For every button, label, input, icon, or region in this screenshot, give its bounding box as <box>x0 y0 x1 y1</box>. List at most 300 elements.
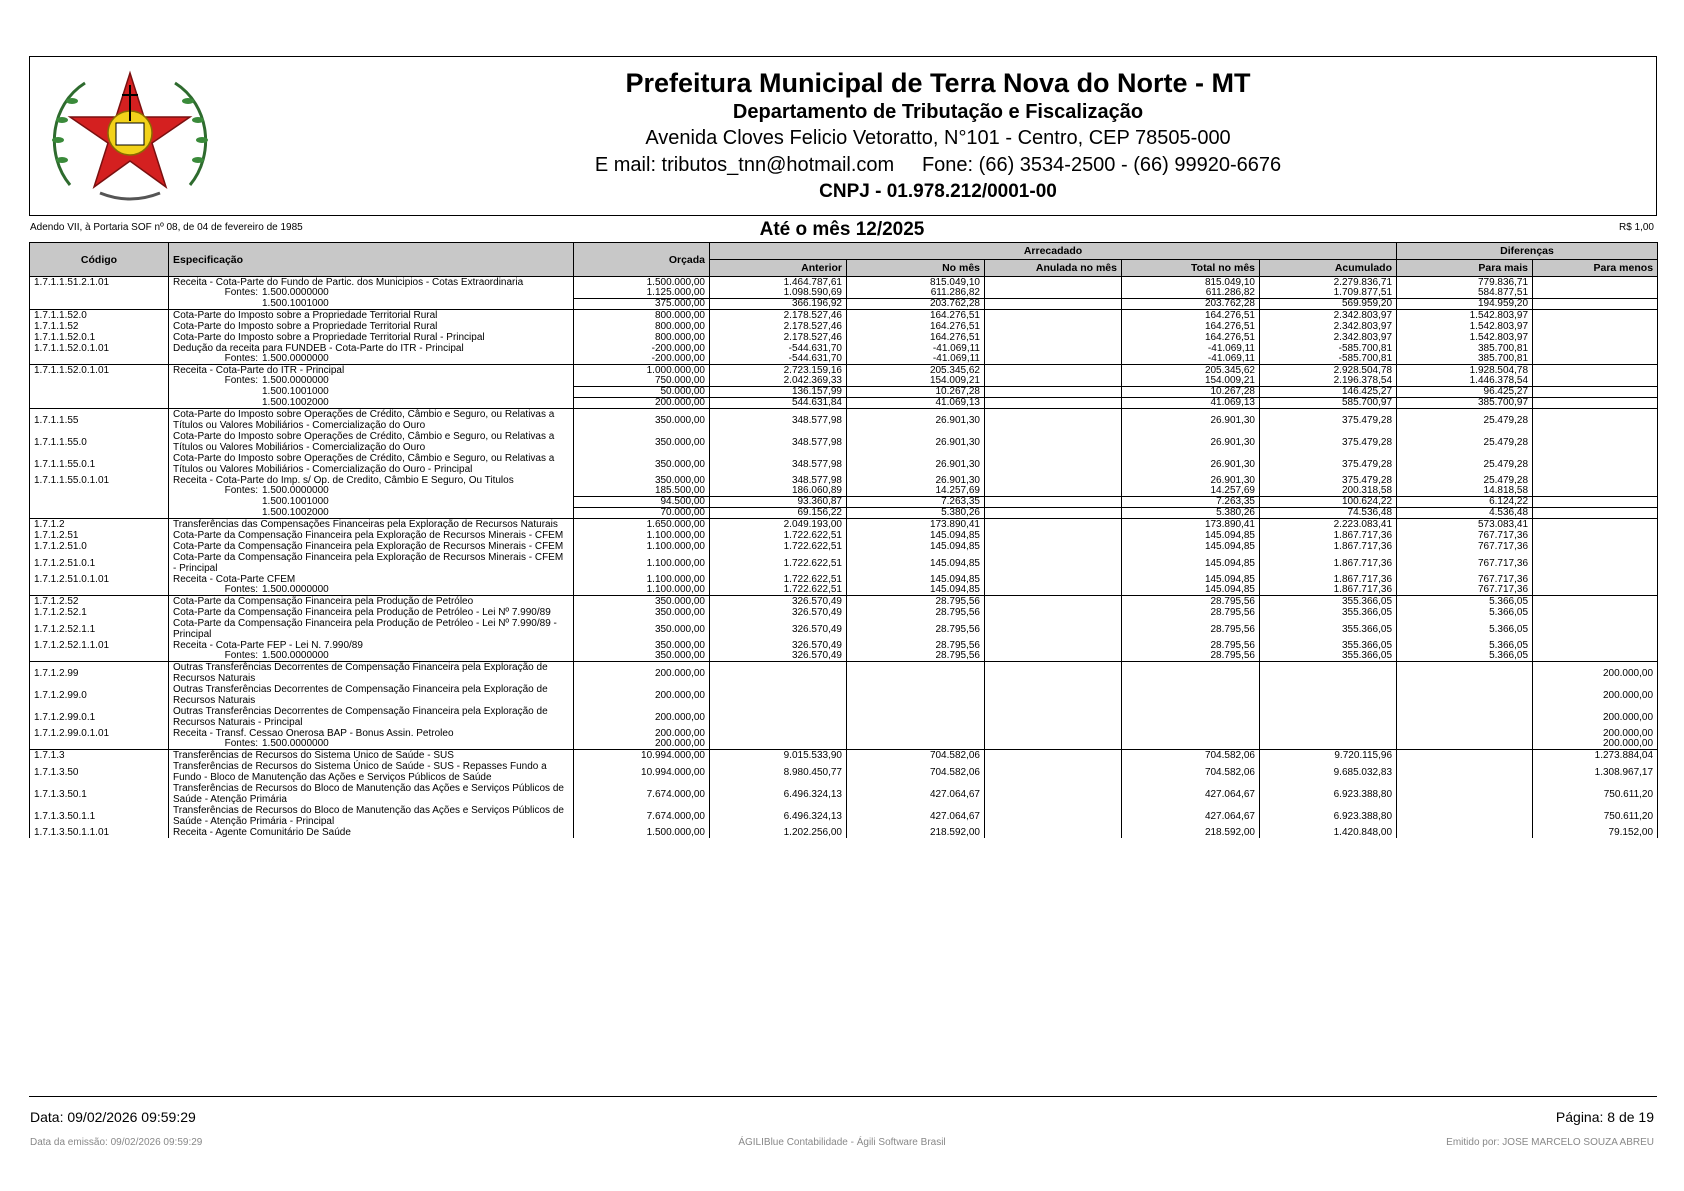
fonte-mes: 154.009,21 <box>847 376 985 387</box>
row-anterior: 326.570,49 <box>710 618 847 640</box>
row-orcada: 200.000,00 <box>574 728 710 739</box>
department-name: Departamento de Tributação e Fiscalização <box>732 101 1144 123</box>
fonte-orcada: 50.000,00 <box>574 387 710 398</box>
table-row <box>30 706 1658 728</box>
fonte-anterior: 93.360,87 <box>710 497 847 508</box>
fonte-cell <box>169 398 574 409</box>
fonte-total: 41.069,13 <box>1122 398 1260 409</box>
fonte-cell <box>169 387 574 398</box>
row-total: 145.094,85 <box>1122 574 1260 585</box>
row-code: 1.7.1.1.52.0 <box>30 310 169 322</box>
fonte-code-cell <box>30 387 169 398</box>
row-description: Cota-Parte do Imposto sobre Operações de Crédito, Câmbio e Seguro, ou Relativas a Títulos ou Valores Mobiliários - Comercialização do Ouro - Principal <box>169 453 574 475</box>
row-anulada <box>985 409 1122 432</box>
fonte-anulada <box>985 585 1122 596</box>
col-group-diferencas: Diferenças <box>1397 243 1658 260</box>
table-row <box>30 332 1658 343</box>
col-group-arrecadado: Arrecadado <box>710 243 1397 260</box>
row-code: 1.7.1.2.52.1.1.01 <box>30 640 169 651</box>
row-menos <box>1533 343 1658 354</box>
row-menos <box>1533 431 1658 453</box>
row-orcada: 350.000,00 <box>574 409 710 432</box>
row-acum: 375.479,28 <box>1260 475 1397 486</box>
fonte-menos <box>1533 376 1658 387</box>
fonte-orcada: 1.125.000,00 <box>574 288 710 299</box>
row-menos <box>1533 453 1658 475</box>
fonte-label: Fontes: <box>224 584 258 595</box>
fonte-row <box>30 376 1658 387</box>
row-acum: 9.720.115,96 <box>1260 750 1397 762</box>
row-anterior: 2.178.527,46 <box>710 321 847 332</box>
fonte-mais: 4.536,48 <box>1397 508 1533 519</box>
row-total: 145.094,85 <box>1122 541 1260 552</box>
row-description: Cota-Parte da Compensação Financeira pela Produção de Petróleo - Lei Nº 7.990/89 - Principal <box>169 618 574 640</box>
row-anterior: 9.015.533,90 <box>710 750 847 762</box>
row-total <box>1122 662 1260 685</box>
row-mes <box>847 684 985 706</box>
row-mes <box>847 662 985 685</box>
fonte-total: 5.380,26 <box>1122 508 1260 519</box>
row-acum: 355.366,05 <box>1260 607 1397 618</box>
row-description: Cota-Parte do Imposto sobre Operações de Crédito, Câmbio e Seguro, ou Relativas a Títulos ou Valores Mobiliários - Comercialização do Ouro <box>169 431 574 453</box>
row-orcada: 1.500.000,00 <box>574 827 710 838</box>
row-description: Cota-Parte da Compensação Financeira pela Produção de Petróleo - Lei Nº 7.990/89 <box>169 607 574 618</box>
fonte-cell <box>169 486 574 497</box>
row-acum: 355.366,05 <box>1260 618 1397 640</box>
row-menos: 200.000,00 <box>1533 728 1658 739</box>
table-row <box>30 431 1658 453</box>
row-orcada: 350.000,00 <box>574 640 710 651</box>
fonte-anterior: 186.060,89 <box>710 486 847 497</box>
fonte-row <box>30 398 1658 409</box>
row-menos: 200.000,00 <box>1533 662 1658 685</box>
fonte-menos <box>1533 508 1658 519</box>
row-mais <box>1397 783 1533 805</box>
row-mes <box>847 706 985 728</box>
row-anulada <box>985 343 1122 354</box>
fonte-mes: 611.286,82 <box>847 288 985 299</box>
fonte-orcada: 200.000,00 <box>574 398 710 409</box>
row-acum <box>1260 706 1397 728</box>
row-description: Cota-Parte do Imposto sobre a Propriedade Territorial Rural <box>169 310 574 322</box>
fonte-row <box>30 486 1658 497</box>
fonte-code: 1.500.0000000 <box>262 738 329 749</box>
fonte-orcada: 350.000,00 <box>574 651 710 662</box>
row-mais: 385.700,81 <box>1397 343 1533 354</box>
fonte-acum: 1.867.717,36 <box>1260 585 1397 596</box>
fonte-anterior: 1.722.622,51 <box>710 585 847 596</box>
row-mais: 1.928.504,78 <box>1397 365 1533 377</box>
row-total: -41.069,11 <box>1122 343 1260 354</box>
row-anulada <box>985 827 1122 838</box>
fonte-code: 1.500.0000000 <box>262 353 329 364</box>
emitted-by: Emitido por: JOSE MARCELO SOUZA ABREU <box>1446 1137 1654 1148</box>
row-anulada <box>985 596 1122 608</box>
fonte-anulada <box>985 354 1122 365</box>
row-anulada <box>985 541 1122 552</box>
row-description: Cota-Parte da Compensação Financeira pela Produção de Petróleo <box>169 596 574 608</box>
row-anulada <box>985 684 1122 706</box>
table-row <box>30 618 1658 640</box>
row-menos <box>1533 321 1658 332</box>
row-anterior: 348.577,98 <box>710 453 847 475</box>
row-mais: 5.366,05 <box>1397 607 1533 618</box>
row-mes: 164.276,51 <box>847 310 985 322</box>
row-orcada: 800.000,00 <box>574 310 710 322</box>
col-anulada: Anulada no mês <box>985 260 1122 277</box>
row-menos: 750.611,20 <box>1533 805 1658 827</box>
row-anulada <box>985 607 1122 618</box>
fonte-anulada <box>985 376 1122 387</box>
fonte-orcada: 200.000,00 <box>574 739 710 750</box>
fonte-mais: 96.425,27 <box>1397 387 1533 398</box>
table-row <box>30 453 1658 475</box>
fonte-menos <box>1533 585 1658 596</box>
row-mes: 218.592,00 <box>847 827 985 838</box>
row-mais: 767.717,36 <box>1397 530 1533 541</box>
fonte-row <box>30 299 1658 310</box>
table-row <box>30 530 1658 541</box>
fonte-acum: 569.959,20 <box>1260 299 1397 310</box>
fonte-anterior: 2.042.369,33 <box>710 376 847 387</box>
row-mais: 1.542.803,97 <box>1397 321 1533 332</box>
col-para-menos: Para menos <box>1533 260 1658 277</box>
row-code: 1.7.1.2.51 <box>30 530 169 541</box>
row-acum: 2.342.803,97 <box>1260 332 1397 343</box>
row-total: 28.795,56 <box>1122 640 1260 651</box>
row-anterior <box>710 662 847 685</box>
fonte-row <box>30 354 1658 365</box>
row-code: 1.7.1.2 <box>30 519 169 531</box>
row-description: Cota-Parte do Imposto sobre Operações de Crédito, Câmbio e Seguro, ou Relativas a Títulos ou Valores Mobiliários - Comercialização do Ouro <box>169 409 574 432</box>
row-menos <box>1533 475 1658 486</box>
row-anterior: 326.570,49 <box>710 607 847 618</box>
row-anulada <box>985 332 1122 343</box>
fonte-mais: 584.877,51 <box>1397 288 1533 299</box>
row-description: Cota-Parte do Imposto sobre a Propriedade Territorial Rural <box>169 321 574 332</box>
row-mais: 1.542.803,97 <box>1397 332 1533 343</box>
row-menos: 750.611,20 <box>1533 783 1658 805</box>
row-acum: 1.867.717,36 <box>1260 574 1397 585</box>
fonte-mes: -41.069,11 <box>847 354 985 365</box>
row-orcada: 10.994.000,00 <box>574 761 710 783</box>
fonte-anterior: 69.156,22 <box>710 508 847 519</box>
row-total: 26.901,30 <box>1122 453 1260 475</box>
fonte-menos <box>1533 398 1658 409</box>
row-anterior: 2.178.527,46 <box>710 332 847 343</box>
row-mais: 25.479,28 <box>1397 475 1533 486</box>
row-total: 145.094,85 <box>1122 552 1260 574</box>
row-total: 704.582,06 <box>1122 761 1260 783</box>
row-acum: 2.342.803,97 <box>1260 310 1397 322</box>
fonte-anulada <box>985 288 1122 299</box>
fonte-code: 1.500.0000000 <box>262 375 329 387</box>
fonte-menos <box>1533 486 1658 497</box>
row-orcada: 1.650.000,00 <box>574 519 710 531</box>
row-anterior: 2.723.159,16 <box>710 365 847 377</box>
row-mais: 25.479,28 <box>1397 409 1533 432</box>
row-menos <box>1533 607 1658 618</box>
row-mes: -41.069,11 <box>847 343 985 354</box>
row-orcada: 350.000,00 <box>574 596 710 608</box>
row-code: 1.7.1.1.51.2.1.01 <box>30 277 169 289</box>
fonte-code-cell <box>30 739 169 750</box>
fonte-mais: 385.700,97 <box>1397 398 1533 409</box>
fonte-total: 145.094,85 <box>1122 585 1260 596</box>
fonte-label: Fontes: <box>224 485 258 497</box>
row-menos <box>1533 640 1658 651</box>
row-code: 1.7.1.3 <box>30 750 169 762</box>
row-mes: 164.276,51 <box>847 332 985 343</box>
row-anulada <box>985 277 1122 289</box>
fonte-orcada: -200.000,00 <box>574 354 710 365</box>
fonte-total: -41.069,11 <box>1122 354 1260 365</box>
row-mes: 145.094,85 <box>847 574 985 585</box>
row-description: Cota-Parte do Imposto sobre a Propriedade Territorial Rural - Principal <box>169 332 574 343</box>
row-code: 1.7.1.2.52 <box>30 596 169 608</box>
row-acum: 375.479,28 <box>1260 431 1397 453</box>
row-code: 1.7.1.3.50.1.1 <box>30 805 169 827</box>
row-acum: 375.479,28 <box>1260 453 1397 475</box>
row-total: 28.795,56 <box>1122 607 1260 618</box>
fonte-menos <box>1533 651 1658 662</box>
fonte-total: 10.267,28 <box>1122 387 1260 398</box>
col-no-mes: No mês <box>847 260 985 277</box>
fonte-total: 611.286,82 <box>1122 288 1260 299</box>
row-code: 1.7.1.2.51.0.1 <box>30 552 169 574</box>
row-total: 704.582,06 <box>1122 750 1260 762</box>
municipality-title: Prefeitura Municipal de Terra Nova do Norte - MT <box>625 68 1251 98</box>
col-codigo: Código <box>30 243 169 277</box>
row-code: 1.7.1.2.99.0 <box>30 684 169 706</box>
row-anterior: 326.570,49 <box>710 596 847 608</box>
row-menos <box>1533 409 1658 432</box>
fonte-acum: 74.536,48 <box>1260 508 1397 519</box>
table-row <box>30 310 1658 322</box>
row-description: Outras Transferências Decorrentes de Compensação Financeira pela Exploração de Recursos Naturais <box>169 662 574 685</box>
row-orcada: 10.994.000,00 <box>574 750 710 762</box>
row-acum: 1.867.717,36 <box>1260 541 1397 552</box>
row-mes: 145.094,85 <box>847 552 985 574</box>
fonte-menos <box>1533 354 1658 365</box>
report-period: Até o mês 12/2025 <box>759 219 925 240</box>
fonte-anterior: 1.098.590,69 <box>710 288 847 299</box>
row-total: 164.276,51 <box>1122 332 1260 343</box>
row-code: 1.7.1.1.55.0.1.01 <box>30 475 169 486</box>
fonte-label: Fontes: <box>224 375 258 387</box>
row-description: Receita - Cota-Parte CFEM <box>169 574 574 585</box>
row-anterior <box>710 728 847 739</box>
row-code: 1.7.1.1.55.0 <box>30 431 169 453</box>
fonte-mais <box>1397 739 1533 750</box>
row-mes: 427.064,67 <box>847 783 985 805</box>
address-line: Avenida Cloves Felicio Vetoratto, N°101 - Centro, CEP 78505-000 <box>645 127 1231 149</box>
municipal-crest-icon <box>40 65 220 207</box>
row-mais: 25.479,28 <box>1397 453 1533 475</box>
fonte-code-cell <box>30 508 169 519</box>
row-code: 1.7.1.2.51.0 <box>30 541 169 552</box>
row-description: Transferências de Recursos do Bloco de Manutenção das Ações e Serviços Públicos de Saúde - Atenção Primária <box>169 783 574 805</box>
row-orcada: 350.000,00 <box>574 607 710 618</box>
row-orcada: 1.100.000,00 <box>574 530 710 541</box>
row-acum <box>1260 684 1397 706</box>
row-code: 1.7.1.1.52.0.1 <box>30 332 169 343</box>
row-mes: 427.064,67 <box>847 805 985 827</box>
fonte-code: 1.500.1001000 <box>262 496 329 507</box>
row-orcada: 1.100.000,00 <box>574 541 710 552</box>
fonte-orcada: 750.000,00 <box>574 376 710 387</box>
fonte-menos <box>1533 299 1658 310</box>
row-mais: 767.717,36 <box>1397 574 1533 585</box>
row-mais: 573.083,41 <box>1397 519 1533 531</box>
row-anulada <box>985 321 1122 332</box>
row-code: 1.7.1.2.99.0.1 <box>30 706 169 728</box>
row-menos <box>1533 530 1658 541</box>
fonte-menos <box>1533 387 1658 398</box>
row-mes <box>847 728 985 739</box>
row-anterior: 1.722.622,51 <box>710 552 847 574</box>
fonte-label: Fontes: <box>224 287 258 299</box>
table-row <box>30 827 1658 838</box>
table-row <box>30 541 1658 552</box>
fonte-label: Fontes: <box>224 650 258 661</box>
row-anterior: -544.631,70 <box>710 343 847 354</box>
row-code: 1.7.1.1.52 <box>30 321 169 332</box>
fonte-code-cell <box>30 288 169 299</box>
fonte-anulada <box>985 398 1122 409</box>
row-acum: 355.366,05 <box>1260 640 1397 651</box>
fonte-acum <box>1260 739 1397 750</box>
row-total <box>1122 706 1260 728</box>
report-date: Data: 09/02/2026 09:59:29 <box>30 1109 196 1125</box>
fonte-orcada: 375.000,00 <box>574 299 710 310</box>
row-mais <box>1397 706 1533 728</box>
fonte-mais: 6.124,22 <box>1397 497 1533 508</box>
fonte-acum: 355.366,05 <box>1260 651 1397 662</box>
row-code: 1.7.1.1.55 <box>30 409 169 432</box>
row-anterior: 326.570,49 <box>710 640 847 651</box>
row-code: 1.7.1.1.55.0.1 <box>30 453 169 475</box>
page-number: Página: 8 de 19 <box>1555 1109 1654 1125</box>
fonte-mes <box>847 739 985 750</box>
footer-divider <box>29 1096 1657 1097</box>
row-orcada: 1.000.000,00 <box>574 365 710 377</box>
fonte-mes: 145.094,85 <box>847 585 985 596</box>
row-anterior: 8.980.450,77 <box>710 761 847 783</box>
fonte-total: 14.257,69 <box>1122 486 1260 497</box>
fonte-mes: 7.263,35 <box>847 497 985 508</box>
row-total: 427.064,67 <box>1122 805 1260 827</box>
row-description: Receita - Transf. Cessao Onerosa BAP - Bonus Assin. Petroleo <box>169 728 574 739</box>
row-description: Receita - Cota-Parte do Imp. s/ Op. de Credito, Câmbio E Seguro, Ou Titulos <box>169 475 574 486</box>
col-total-mes: Total no mês <box>1122 260 1260 277</box>
row-anterior: 6.496.324,13 <box>710 805 847 827</box>
row-anterior: 1.722.622,51 <box>710 574 847 585</box>
row-orcada: 1.100.000,00 <box>574 552 710 574</box>
fonte-code-cell <box>30 497 169 508</box>
col-acumulado: Acumulado <box>1260 260 1397 277</box>
row-acum: 6.923.388,80 <box>1260 783 1397 805</box>
row-anterior <box>710 706 847 728</box>
row-menos <box>1533 519 1658 531</box>
row-mais <box>1397 827 1533 838</box>
fonte-anulada <box>985 387 1122 398</box>
row-description: Receita - Agente Comunitário De Saúde <box>169 827 574 838</box>
row-code: 1.7.1.2.51.0.1.01 <box>30 574 169 585</box>
fonte-acum: 146.425,27 <box>1260 387 1397 398</box>
row-total: 815.049,10 <box>1122 277 1260 289</box>
row-mes: 815.049,10 <box>847 277 985 289</box>
fonte-anulada <box>985 739 1122 750</box>
table-row <box>30 783 1658 805</box>
row-orcada: 350.000,00 <box>574 618 710 640</box>
fonte-code: 1.500.0000000 <box>262 584 329 595</box>
row-mais: 779.836,71 <box>1397 277 1533 289</box>
row-description: Receita - Cota-Parte do Fundo de Partic. dos Municipios - Cotas Extraordinaria <box>169 277 574 289</box>
row-anulada <box>985 431 1122 453</box>
table-row <box>30 805 1658 827</box>
row-description: Dedução da receita para FUNDEB - Cota-Parte do ITR - Principal <box>169 343 574 354</box>
row-anterior: 348.577,98 <box>710 475 847 486</box>
row-acum: 1.867.717,36 <box>1260 530 1397 541</box>
row-anterior: 1.722.622,51 <box>710 530 847 541</box>
fonte-cell <box>169 739 574 750</box>
row-menos: 79.152,00 <box>1533 827 1658 838</box>
fonte-mes: 5.380,26 <box>847 508 985 519</box>
fonte-code-cell <box>30 398 169 409</box>
row-anulada <box>985 519 1122 531</box>
row-mes: 173.890,41 <box>847 519 985 531</box>
table-row <box>30 519 1658 531</box>
table-row <box>30 761 1658 783</box>
row-total <box>1122 684 1260 706</box>
row-mes: 26.901,30 <box>847 409 985 432</box>
row-mes: 704.582,06 <box>847 750 985 762</box>
row-menos <box>1533 277 1658 289</box>
fonte-menos: 200.000,00 <box>1533 739 1658 750</box>
row-mais <box>1397 805 1533 827</box>
fonte-mais: 5.366,05 <box>1397 651 1533 662</box>
fonte-code: 1.500.1001000 <box>262 386 329 397</box>
row-menos <box>1533 332 1658 343</box>
row-anulada <box>985 574 1122 585</box>
row-anterior: 6.496.324,13 <box>710 783 847 805</box>
fonte-code: 1.500.1001000 <box>262 297 329 309</box>
fonte-anterior: -544.631,70 <box>710 354 847 365</box>
row-description: Outras Transferências Decorrentes de Compensação Financeira pela Exploração de Recursos Naturais <box>169 684 574 706</box>
fonte-total: 203.762,28 <box>1122 299 1260 310</box>
row-acum: 355.366,05 <box>1260 596 1397 608</box>
row-total: 173.890,41 <box>1122 519 1260 531</box>
row-menos: 200.000,00 <box>1533 706 1658 728</box>
row-total: 28.795,56 <box>1122 596 1260 608</box>
fonte-mes: 28.795,56 <box>847 651 985 662</box>
fonte-row <box>30 585 1658 596</box>
row-orcada: 800.000,00 <box>574 332 710 343</box>
row-menos <box>1533 574 1658 585</box>
currency-unit: R$ 1,00 <box>1618 222 1654 233</box>
row-description: Transferências de Recursos do Bloco de Manutenção das Ações e Serviços Públicos de Saúde - Atenção Primária - Principal <box>169 805 574 827</box>
fonte-anulada <box>985 508 1122 519</box>
row-anulada <box>985 552 1122 574</box>
fonte-row <box>30 508 1658 519</box>
fonte-row <box>30 739 1658 750</box>
table-row <box>30 409 1658 432</box>
row-code: 1.7.1.1.52.0.1.01 <box>30 343 169 354</box>
fonte-code-cell <box>30 585 169 596</box>
contact-line: E mail: tributos_tnn@hotmail.com Fone: (66) 3534-2500 - (66) 99920-6676 <box>594 154 1282 176</box>
row-mes: 26.901,30 <box>847 475 985 486</box>
